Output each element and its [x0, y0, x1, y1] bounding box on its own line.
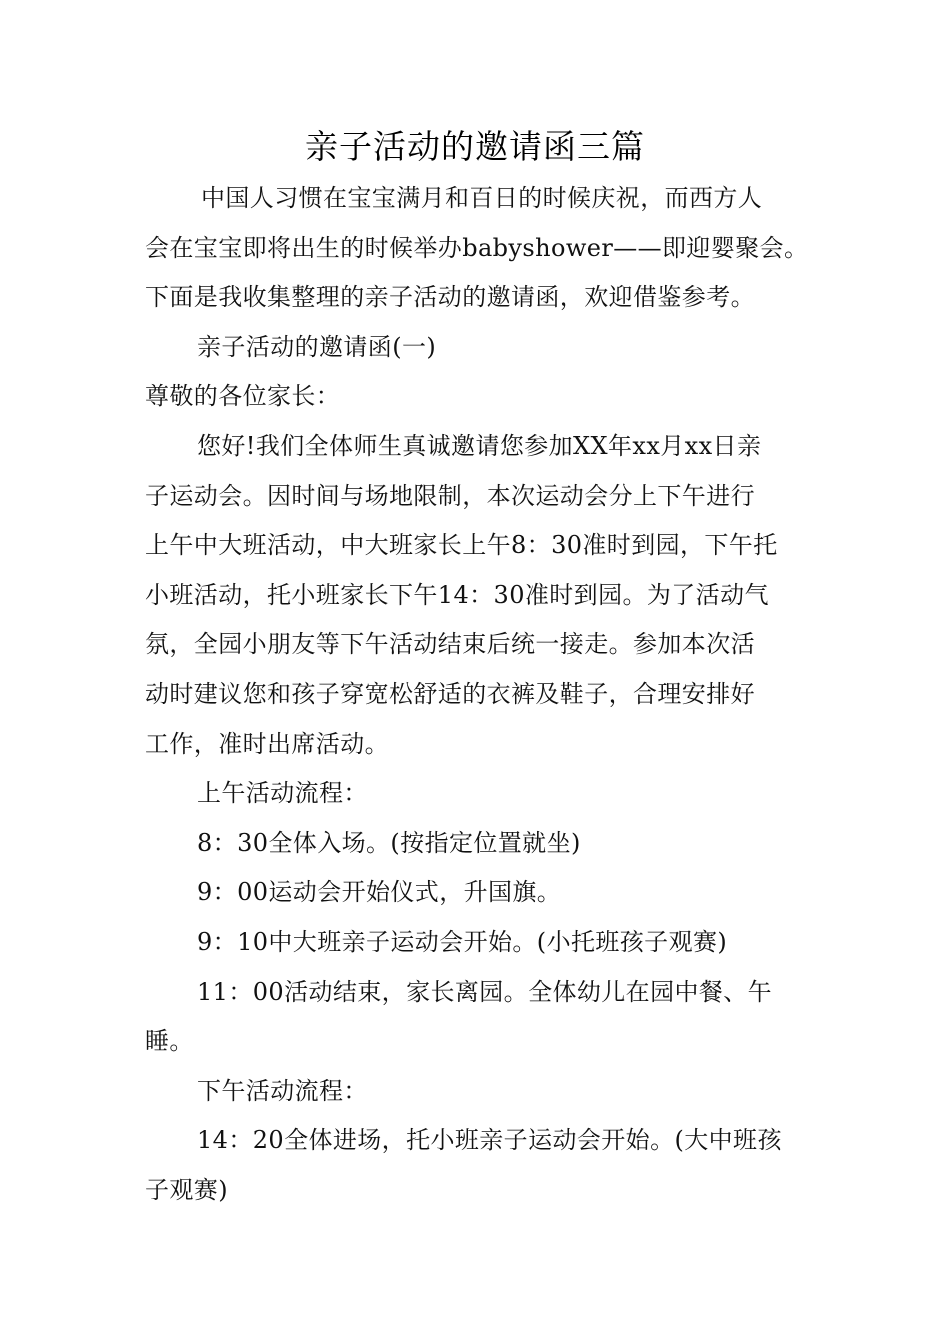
schedule-item: 8：30全体入场。(按指定位置就坐) — [197, 828, 581, 857]
schedule-item: 9：10中大班亲子运动会开始。(小托班孩子观赛) — [197, 927, 728, 956]
paragraph-line: 工作，准时出席活动。 — [145, 729, 389, 758]
document-title: 亲子活动的邀请函三篇 — [305, 127, 645, 166]
paragraph-line: 下面是我收集整理的亲子活动的邀请函，欢迎借鉴参考。 — [145, 283, 755, 312]
paragraph-line: 您好!我们全体师生真诚邀请您参加XX年xx月xx日亲 — [197, 431, 762, 460]
schedule-heading: 下午活动流程： — [197, 1076, 368, 1105]
schedule-item: 14：20全体进场，托小班亲子运动会开始。(大中班孩 — [197, 1126, 782, 1155]
schedule-heading: 上午活动流程： — [197, 779, 368, 808]
schedule-item-continuation: 睡。 — [145, 1027, 194, 1056]
schedule-item: 9：00运动会开始仪式，升国旗。 — [197, 878, 562, 907]
paragraph-line: 子运动会。因时间与场地限制，本次运动会分上下午进行 — [145, 481, 755, 510]
paragraph-line: 动时建议您和孩子穿宽松舒适的衣裤及鞋子，合理安排好 — [145, 679, 755, 708]
paragraph-line: 氛，全园小朋友等下午活动结束后统一接走。参加本次活 — [145, 630, 755, 659]
paragraph-line: 中国人习惯在宝宝满月和百日的时候庆祝，而西方人 — [201, 184, 763, 212]
section-heading: 亲子活动的邀请函(一) — [197, 332, 437, 361]
paragraph-line: 上午中大班活动，中大班家长上午8：30准时到园，下午托 — [145, 531, 778, 560]
paragraph-line: 小班活动，托小班家长下午14：30准时到园。为了活动气 — [145, 580, 769, 609]
document-body — [145, 174, 810, 1215]
schedule-item-continuation: 子观赛) — [145, 1175, 228, 1204]
salutation: 尊敬的各位家长： — [145, 382, 341, 411]
paragraph-line: 会在宝宝即将出生的时候举办babyshower——即迎婴聚会。 — [145, 233, 809, 262]
schedule-item: 11：00活动结束，家长离园。全体幼儿在园中餐、午 — [197, 977, 773, 1006]
